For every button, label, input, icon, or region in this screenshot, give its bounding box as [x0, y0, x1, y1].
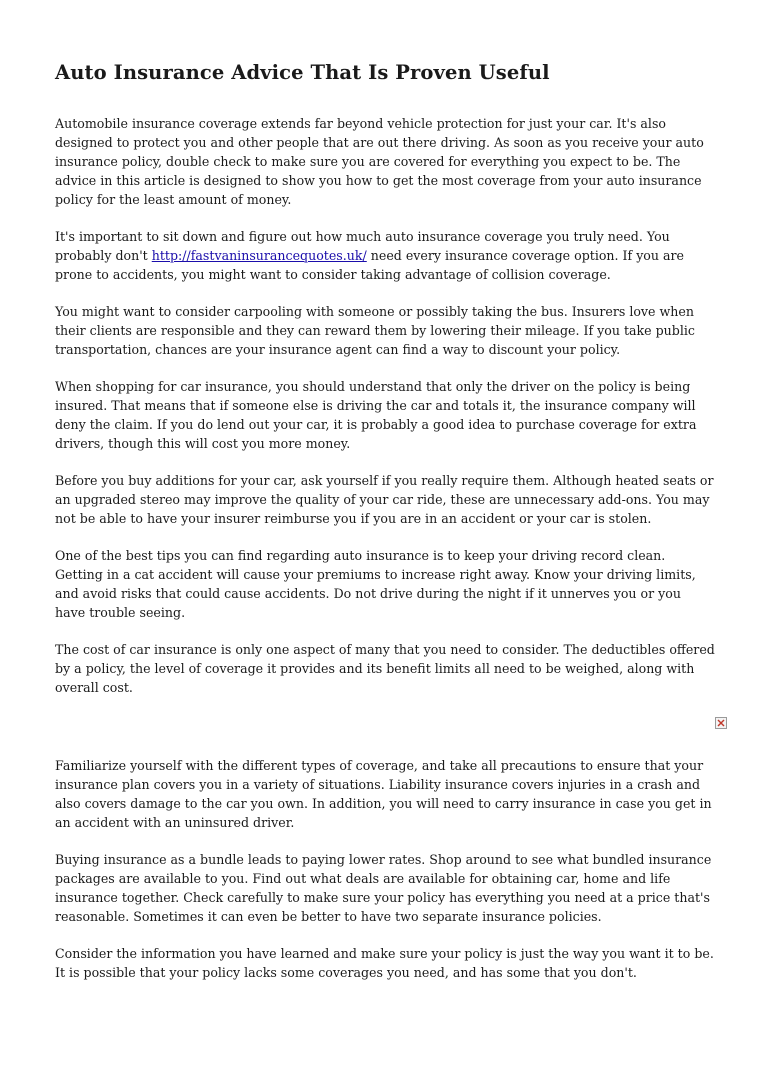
paragraph-coverage-types: Familiarize yourself with the different types of coverage, and take all precautions to ensure that your insurance plan covers you in a variety of situations. Liability insurance covers injuries in a crash and also covers damage to the car you own. In addition, you will need to carry insurance in case you get in an accident with an uninsured driver.	[55, 758, 712, 830]
paragraph-coverage-need	[55, 227, 715, 284]
embedded-image-placeholder	[55, 697, 715, 747]
paragraph-text: need every insurance coverage option. If you are prone to accidents, you might want to consider taking advantage of collision coverage.	[55, 248, 684, 282]
document-page	[55, 58, 715, 1000]
paragraph-intro: Automobile insurance coverage extends far beyond vehicle protection for just your car. It's also designed to protect you and other people that are out there driving. As soon as you receive your auto insurance policy, double check to make sure you are covered for everything you expect to be. The advice in this article is designed to show you how to get the most coverage from your auto insurance policy for the least amount of money.	[55, 116, 704, 207]
insurance-quotes-link[interactable]: http://fastvaninsurancequotes.uk/	[151, 248, 367, 263]
paragraph-driving-record: One of the best tips you can find regarding auto insurance is to keep your driving record clean. Getting in a cat accident will cause your premiums to increase right away. Know your driving limits, and avoid risks that could cause accidents. Do not drive during the night if it unnerves you or you have trouble seeing.	[55, 548, 696, 620]
paragraph-additions: Before you buy additions for your car, ask yourself if you really require them. Although heated seats or an upgraded stereo may improve the quality of your car ride, these are unnecessary add-ons. You may not be able to have your insurer reimburse you if you are in an accident or your car is stolen.	[55, 473, 714, 526]
paragraph-text: It's important to sit down and figure out how much auto insurance coverage you truly need. You probably don't	[55, 229, 670, 263]
paragraph-driver-policy: When shopping for car insurance, you should understand that only the driver on the policy is being insured. That means that if someone else is driving the car and totals it, the insurance company will deny the claim. If you do lend out your car, it is probably a good idea to purchase coverage for extra drivers, though this will cost you more money.	[55, 379, 697, 451]
paragraph-conclusion: Consider the information you have learned and make sure your policy is just the way you want it to be. It is possible that your policy lacks some coverages you need, and has some that you don't.	[55, 946, 714, 980]
paragraph-cost: The cost of car insurance is only one aspect of many that you need to consider. The deductibles offered by a policy, the level of coverage it provides and its benefit limits all need to be weighed, along with overall cost.	[55, 642, 715, 695]
broken-image-icon	[715, 717, 727, 729]
paragraph-bundle: Buying insurance as a bundle leads to paying lower rates. Shop around to see what bundled insurance packages are available to you. Find out what deals are available for obtaining car, home and life insurance together. Check carefully to make sure your policy has everything you need at a price that's reasonable. Sometimes it can even be better to have two separate insurance policies.	[55, 852, 712, 924]
document-title: Auto Insurance Advice That Is Proven Useful	[55, 61, 550, 84]
paragraph-carpooling: You might want to consider carpooling with someone or possibly taking the bus. Insurers love when their clients are responsible and they can reward them by lowering their mileage. If you take public transportation, chances are your insurance agent can find a way to discount your policy.	[55, 304, 695, 357]
